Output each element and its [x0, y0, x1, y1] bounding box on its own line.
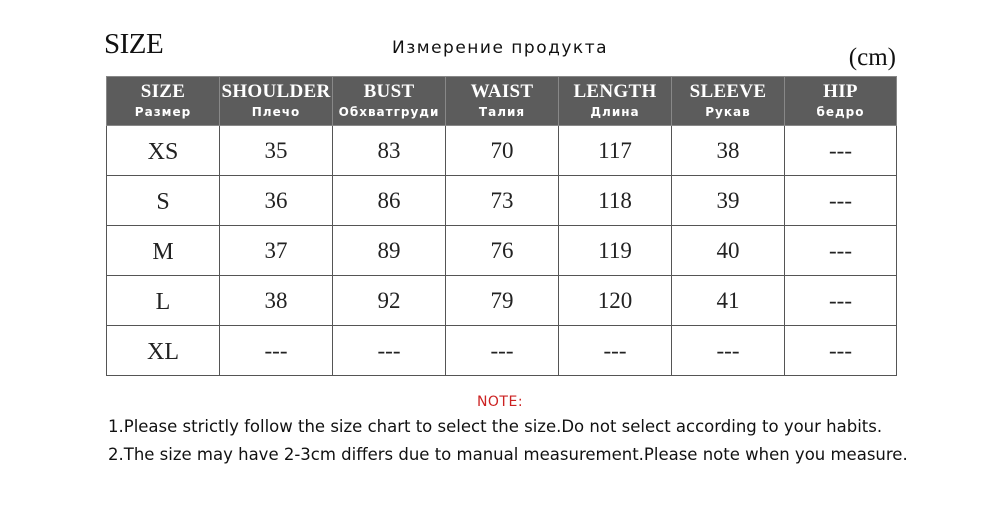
- column-header-sublabel: Рукав: [705, 105, 751, 119]
- column-header-label: LENGTH: [573, 81, 657, 102]
- sleeve-cell: 38: [672, 126, 785, 176]
- size-cell: XL: [107, 326, 220, 376]
- length-cell: 120: [559, 276, 672, 326]
- column-header-bust: [333, 77, 446, 126]
- column-header-shoulder: [220, 77, 333, 126]
- shoulder-cell: 37: [220, 226, 333, 276]
- shoulder-cell: ---: [220, 326, 333, 376]
- column-header-sublabel: Размер: [134, 105, 192, 119]
- size-cell: S: [107, 176, 220, 226]
- length-cell: ---: [559, 326, 672, 376]
- column-header-label: SHOULDER: [221, 81, 331, 102]
- table-row: [107, 326, 897, 376]
- size-table: [106, 76, 897, 376]
- note-title: NOTE:: [476, 394, 524, 410]
- page-title: SIZE: [104, 28, 164, 60]
- sleeve-cell: ---: [672, 326, 785, 376]
- waist-cell: ---: [446, 326, 559, 376]
- column-header-sublabel: бедро: [816, 105, 865, 119]
- column-header-sublabel: Обхватгруди: [338, 105, 440, 119]
- hip-cell: ---: [785, 276, 897, 326]
- waist-cell: 73: [446, 176, 559, 226]
- column-header-size: [107, 77, 220, 126]
- shoulder-cell: 35: [220, 126, 333, 176]
- waist-cell: 79: [446, 276, 559, 326]
- shoulder-cell: 38: [220, 276, 333, 326]
- column-header-hip: [785, 77, 897, 126]
- bust-cell: 89: [333, 226, 446, 276]
- column-header-sublabel: Талия: [478, 105, 526, 119]
- size-cell: M: [107, 226, 220, 276]
- bust-cell: 92: [333, 276, 446, 326]
- header-row: [107, 77, 897, 126]
- bust-cell: ---: [333, 326, 446, 376]
- note-line-1: 1.Please strictly follow the size chart to select the size.Do not select according to your habits.: [108, 417, 883, 436]
- length-cell: 119: [559, 226, 672, 276]
- column-header-label: BUST: [363, 81, 415, 102]
- table-row: [107, 126, 897, 176]
- waist-cell: 70: [446, 126, 559, 176]
- length-cell: 118: [559, 176, 672, 226]
- waist-cell: 76: [446, 226, 559, 276]
- table-row: [107, 226, 897, 276]
- bust-cell: 83: [333, 126, 446, 176]
- column-header-sublabel: Длина: [590, 105, 640, 119]
- page-subtitle: Измерение продукта: [391, 38, 609, 58]
- column-header-sublabel: Плечо: [251, 105, 301, 119]
- sleeve-cell: 41: [672, 276, 785, 326]
- column-header-label: SLEEVE: [689, 81, 767, 102]
- column-header-label: HIP: [823, 81, 858, 102]
- column-header-waist: [446, 77, 559, 126]
- size-cell: XS: [107, 126, 220, 176]
- hip-cell: ---: [785, 126, 897, 176]
- table-row: [107, 176, 897, 226]
- note-line-2: 2.The size may have 2-3cm differs due to manual measurement.Please note when you measure.: [108, 445, 908, 464]
- column-header-label: SIZE: [140, 81, 186, 102]
- bust-cell: 86: [333, 176, 446, 226]
- length-cell: 117: [559, 126, 672, 176]
- column-header-label: WAIST: [470, 81, 534, 102]
- hip-cell: ---: [785, 176, 897, 226]
- sleeve-cell: 39: [672, 176, 785, 226]
- hip-cell: ---: [785, 226, 897, 276]
- sleeve-cell: 40: [672, 226, 785, 276]
- table-header: [107, 77, 897, 126]
- table-body: [107, 126, 897, 376]
- shoulder-cell: 36: [220, 176, 333, 226]
- table-row: [107, 276, 897, 326]
- unit-label: (cm): [848, 44, 896, 71]
- column-header-sleeve: [672, 77, 785, 126]
- column-header-length: [559, 77, 672, 126]
- size-cell: L: [107, 276, 220, 326]
- hip-cell: ---: [785, 326, 897, 376]
